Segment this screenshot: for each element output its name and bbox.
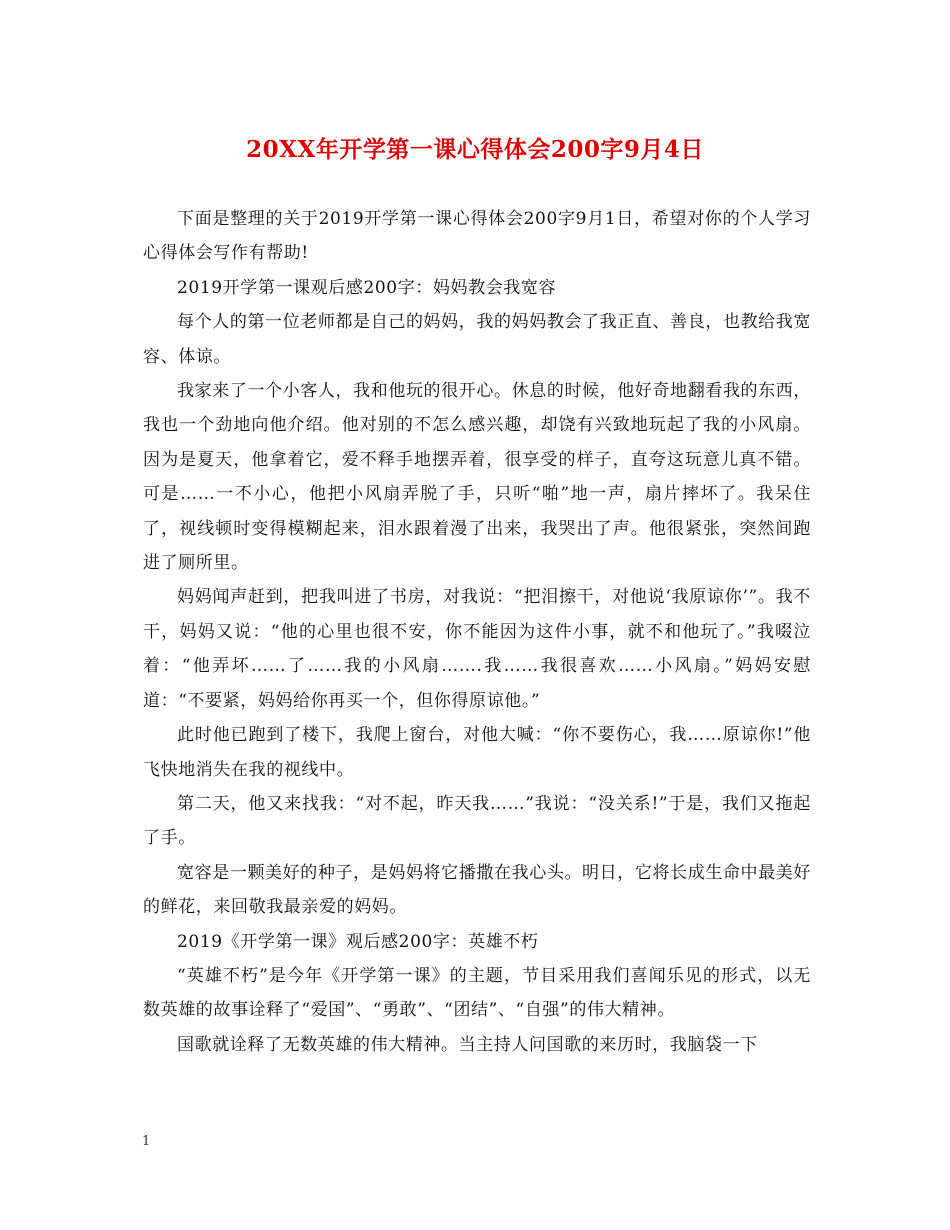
page-number: 1 xyxy=(142,1134,151,1149)
paragraph-intro: 下面是整理的关于2019开学第一课心得体会200字9月1日，希望对你的个人学习心得体会写作有帮助! xyxy=(143,209,811,264)
document-body xyxy=(143,202,811,1062)
section-heading-tolerance: 2019开学第一课观后感200字：妈妈教会我宽容 xyxy=(177,277,557,298)
document-title: 20XX年开学第一课心得体会200字9月4日 xyxy=(246,136,704,163)
paragraph: 第二天，他又来找我：“对不起，昨天我……”我说：“没关系!”于是，我们又拖起了手。 xyxy=(143,793,811,849)
paragraph: 我家来了一个小客人，我和他玩的很开心。休息的时候，他好奇地翻看我的东西，我也一个劲地向他介绍。他对别的不怎么感兴趣，却饶有兴致地玩起了我的小风扇。因为是夏天，他拿着它，爱不释手地摆弄着，很享受的样子，直夸这玩意儿真不错。可是……一不小心，他把小风扇弄脱了手，只听“啪”地一声，扇片摔坏了。我呆住了，视线顿时变得模糊起来，泪水跟着漫了出来，我哭出了声。他很紧张，突然间跑进了厕所里。 xyxy=(143,381,811,574)
paragraph: 宽容是一颗美好的种子，是妈妈将它播撒在我心头。明日，它将长成生命中最美好的鲜花，来回敬我最亲爱的妈妈。 xyxy=(143,862,811,918)
paragraph: 每个人的第一位老师都是自己的妈妈，我的妈妈教会了我正直、善良，也教给我宽容、体谅。 xyxy=(143,312,811,367)
paragraph: “英雄不朽”是今年《开学第一课》的主题，节目采用我们喜闻乐见的形式，以无数英雄的故事诠释了“爱国”、“勇敢”、“团结”、“自强”的伟大精神。 xyxy=(143,965,811,1021)
paragraph: 此时他已跑到了楼下，我爬上窗台，对他大喊：“你不要伤心，我……原谅你!”他飞快地消失在我的视线中。 xyxy=(143,725,811,780)
section-heading-heroes: 2019《开学第一课》观后感200字：英雄不朽 xyxy=(177,931,539,952)
paragraph: 国歌就诠释了无数英雄的伟大精神。当主持人问国歌的来历时，我脑袋一下 xyxy=(177,1034,758,1055)
paragraph: 妈妈闻声赶到，把我叫进了书房，对我说：“把泪擦干，对他说‘我原谅你’”。我不干，妈妈又说：“他的心里也很不安，你不能因为这件小事，就不和他玩了。”我啜泣着：“他弄坏……了……我的小风扇…….我……我很喜欢……小风扇。”妈妈安慰道：“不要紧，妈妈给你再买一个，但你得原谅他。” xyxy=(143,587,811,711)
